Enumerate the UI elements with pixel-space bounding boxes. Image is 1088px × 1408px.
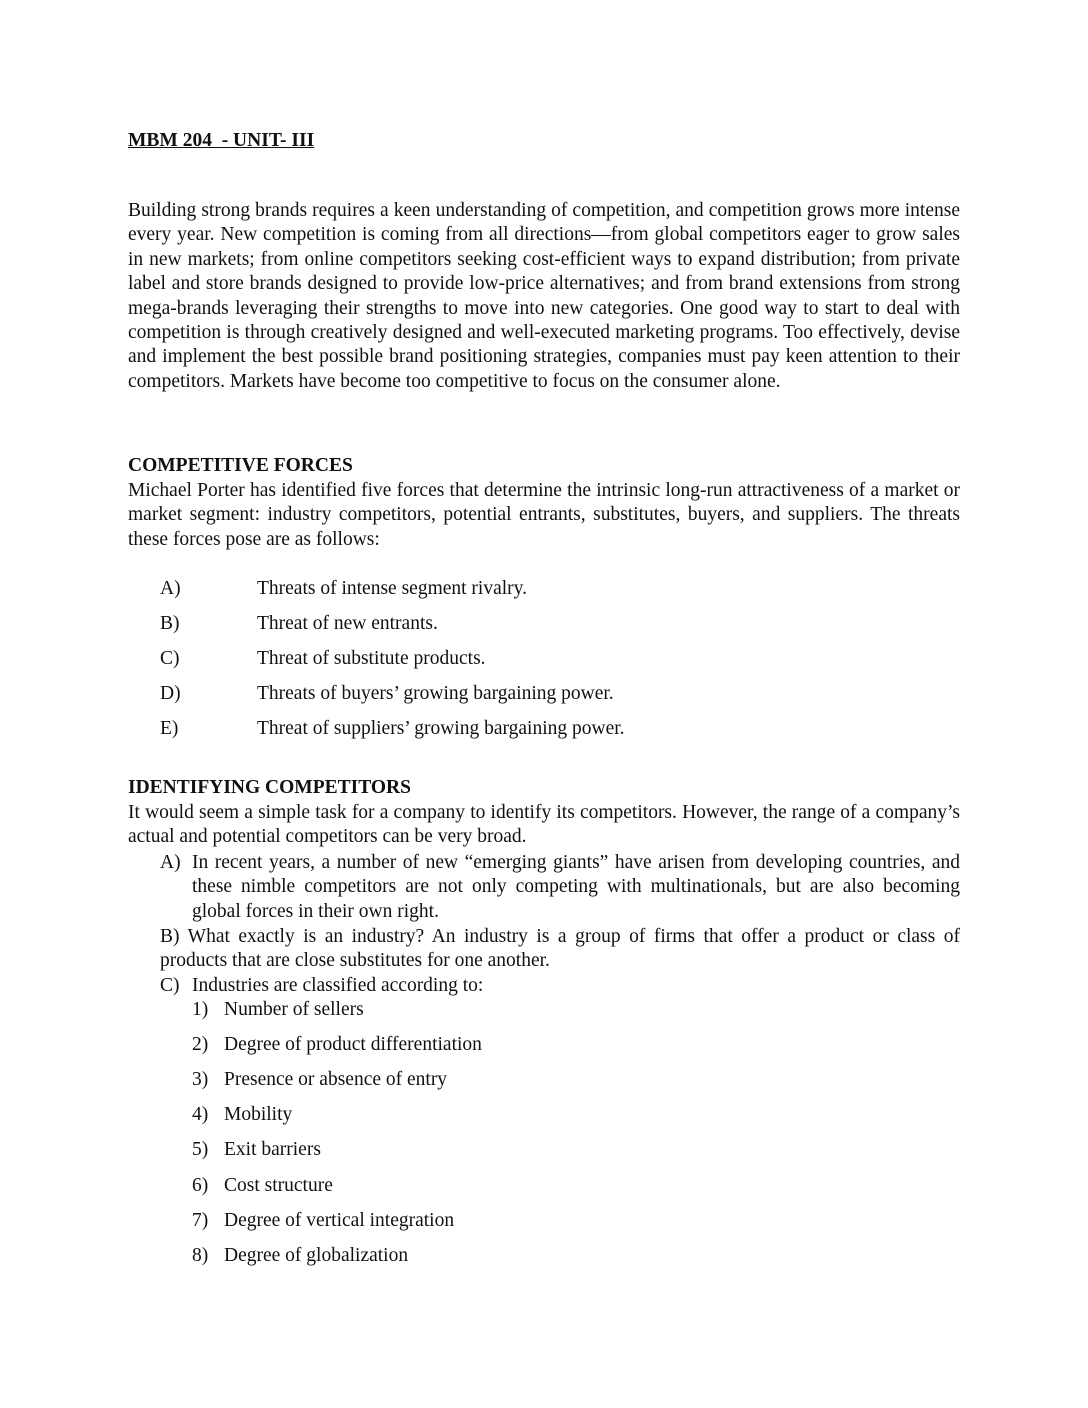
competitive-forces-paragraph: Michael Porter has identified five forces that determine the intrinsic long-run attractiveness of a market or market segment: industry competitors, potential entrants, substitutes, buyers, and suppliers. The threats these forces pose are as follows: [128, 480, 960, 550]
intro-paragraph: Building strong brands requires a keen understanding of competition, and competition grows more intense every year. New competition is coming from all directions—from global competitors eager to grow sales in new markets; from online competitors seeking cost-efficient ways to expand distribution; from private label and store brands designed to provide low-price alternatives; and from brand extensions from strong mega-brands leveraging their strengths to move into new categories. One good way to start to deal with competition is through creatively designed and well-executed marketing programs. Too effectively, devise and implement the best possible brand positioning strategies, companies must pay keen attention to their competitors. Markets have become too competitive to focus on the consumer alone. [128, 200, 960, 392]
list-item-text: Threats of intense segment rivalry. [257, 578, 528, 599]
list-item-label: 8) [192, 1245, 209, 1266]
list-item-text: In recent years, a number of new “emerging giants” have arisen from developing countries, and these nimble competitors are not only competing with multinationals, but are also becoming global forces in their own right. [192, 852, 960, 922]
list-item-text: Cost structure [224, 1175, 333, 1196]
list-item [160, 974, 960, 998]
list-item-label: 2) [192, 1034, 209, 1055]
list-item-label: 7) [192, 1210, 209, 1231]
list-item-text: Mobility [224, 1104, 293, 1125]
list-item-label: A) [160, 852, 181, 873]
list-item-text: Threat of substitute products. [257, 648, 486, 669]
list-item-text: Number of sellers [224, 999, 364, 1020]
list-item: B) What exactly is an industry? An industry is a group of firms that offer a product or class of products that are close substitutes for one another. [160, 926, 960, 972]
list-item [160, 851, 960, 924]
list-item-label: 6) [192, 1175, 209, 1196]
list-item-text: Degree of vertical integration [224, 1210, 455, 1231]
list-item-label: 4) [192, 1104, 209, 1125]
list-item-label: A) [160, 578, 181, 599]
competitive-forces-heading: COMPETITIVE FORCES [128, 455, 353, 476]
list-item-text: Threat of suppliers’ growing bargaining power. [257, 718, 625, 739]
list-item-text: Threat of new entrants. [257, 613, 438, 634]
list-item-text: Degree of globalization [224, 1245, 409, 1266]
page-title: MBM 204 - UNIT- III [128, 130, 315, 151]
identifying-competitors-heading: IDENTIFYING COMPETITORS [128, 777, 411, 798]
list-item-label: C) [160, 648, 180, 669]
list-item-text: Degree of product differentiation [224, 1034, 482, 1055]
list-item-label: 1) [192, 999, 209, 1020]
identifying-competitors-paragraph: It would seem a simple task for a company to identify its competitors. However, the range of a company’s actual and potential competitors can be very broad. [128, 802, 960, 848]
list-item-label: E) [160, 718, 179, 739]
list-item-text: Threats of buyers’ growing bargaining power. [257, 683, 614, 704]
list-item-label: C) [160, 975, 180, 996]
list-item-text: Industries are classified according to: [192, 975, 484, 996]
list-item-text: Presence or absence of entry [224, 1069, 448, 1090]
list-item-text: Exit barriers [224, 1139, 321, 1160]
list-item-label: 3) [192, 1069, 209, 1090]
list-item-label: D) [160, 683, 181, 704]
list-item-label: B) [160, 613, 180, 634]
list-item-label: 5) [192, 1139, 209, 1160]
